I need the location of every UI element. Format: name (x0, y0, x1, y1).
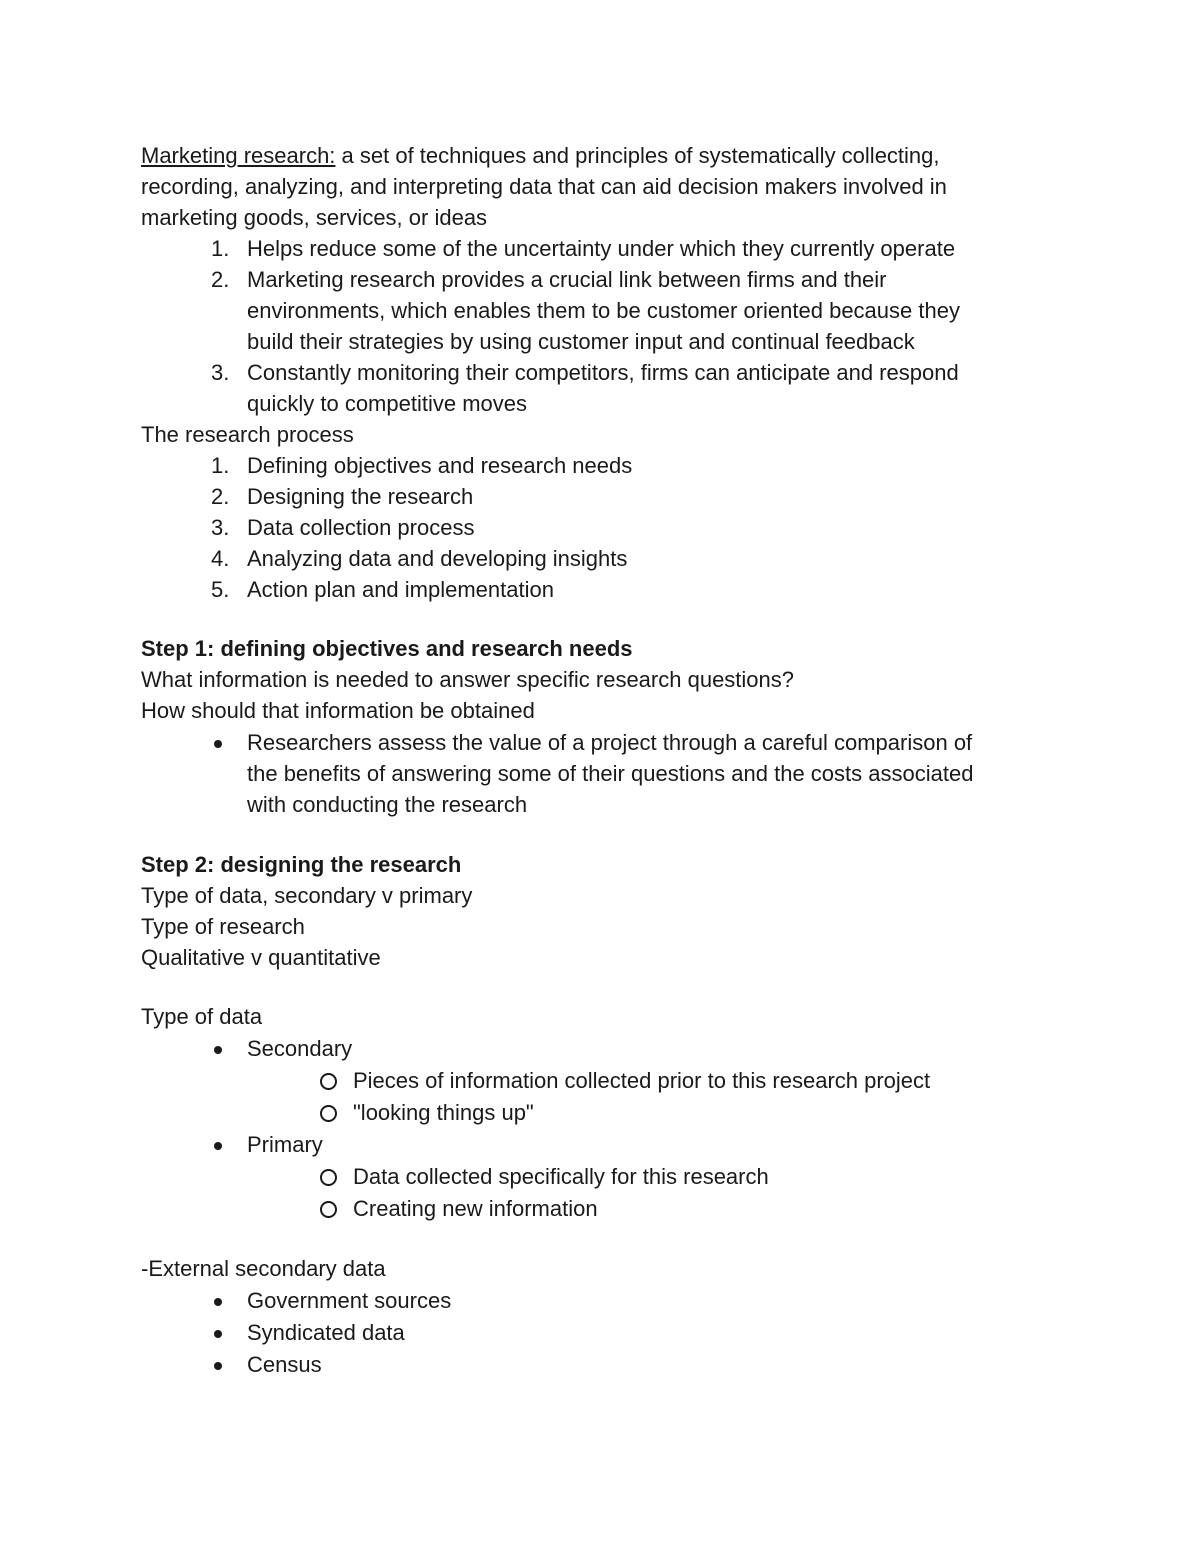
type-of-data-list (141, 1033, 1041, 1224)
hollow-bullet-icon (320, 1169, 337, 1186)
spacer (141, 605, 1041, 633)
sub-list-item-text: Pieces of information collected prior to this research project (353, 1068, 931, 1093)
bullet-icon (214, 1330, 222, 1338)
list-item-text: Analyzing data and developing insights (247, 546, 628, 571)
sub-list-item (141, 1161, 1041, 1192)
list-item (141, 450, 1041, 481)
spacer (141, 821, 1041, 849)
bullet-icon (214, 1142, 222, 1150)
list-item (141, 1285, 1041, 1316)
spacer (141, 973, 1041, 1001)
list-item-text: environments, which enables them to be customer oriented because they (247, 298, 960, 323)
bullet-icon (214, 1298, 222, 1306)
list-item (141, 543, 1041, 574)
list-item (141, 357, 1041, 419)
spacer (141, 1225, 1041, 1253)
list-number: 2. (211, 267, 230, 292)
bullet-icon (214, 1362, 222, 1370)
definition-line-1 (141, 140, 1041, 171)
research-process-title: The research process (141, 422, 354, 447)
external-secondary-title: -External secondary data (141, 1256, 386, 1281)
list-item (141, 1033, 1041, 1064)
sub-list-item-text: Data collected specifically for this research (353, 1164, 769, 1189)
definition-points-list (141, 233, 1041, 419)
type-of-data-title: Type of data (141, 1004, 263, 1029)
hollow-bullet-icon (320, 1201, 337, 1218)
step2-line-2: Type of research (141, 914, 305, 939)
bullet-icon (214, 740, 222, 748)
list-number: 2. (211, 484, 230, 509)
list-item-text: Helps reduce some of the uncertainty under which they currently operate (247, 236, 956, 261)
list-item-text: with conducting the research (247, 792, 528, 817)
list-item-text: Government sources (247, 1288, 452, 1313)
definition-text: a set of techniques and principles of systematically collecting, (335, 143, 940, 168)
list-item (141, 1129, 1041, 1160)
list-item-text: quickly to competitive moves (247, 391, 527, 416)
list-number: 1. (211, 453, 230, 478)
step2-line-3: Qualitative v quantitative (141, 945, 381, 970)
list-item-text: Marketing research provides a crucial link between firms and their (247, 267, 887, 292)
step2-line-1: Type of data, secondary v primary (141, 883, 473, 908)
list-item-text: Designing the research (247, 484, 474, 509)
list-item (141, 574, 1041, 605)
list-number: 3. (211, 515, 230, 540)
list-item-text: Constantly monitoring their competitors, firms can anticipate and respond (247, 360, 959, 385)
step2-heading: Step 2: designing the research (141, 852, 462, 877)
list-item (141, 481, 1041, 512)
list-item-text: Census (247, 1352, 322, 1377)
list-item (141, 1349, 1041, 1380)
step1-question-2: How should that information be obtained (141, 698, 535, 723)
definition-line-2: recording, analyzing, and interpreting data that can aid decision makers involved in (141, 174, 947, 199)
list-item-text: Syndicated data (247, 1320, 405, 1345)
list-item-text: Data collection process (247, 515, 475, 540)
sub-list-item (141, 1097, 1041, 1128)
research-process-list (141, 450, 1041, 605)
sub-list-item (141, 1065, 1041, 1096)
definition-line-3: marketing goods, services, or ideas (141, 205, 488, 230)
definition-block (141, 140, 1041, 233)
list-item-text: Primary (247, 1132, 323, 1157)
hollow-bullet-icon (320, 1105, 337, 1122)
list-item-text: build their strategies by using customer input and continual feedback (247, 329, 915, 354)
list-number: 4. (211, 546, 230, 571)
list-item (141, 512, 1041, 543)
bullet-icon (214, 1046, 222, 1054)
step1-question-1: What information is needed to answer specific research questions? (141, 667, 795, 692)
list-item-text: Researchers assess the value of a project through a careful comparison of (247, 730, 973, 755)
hollow-bullet-icon (320, 1073, 337, 1090)
definition-term: Marketing research: (141, 143, 336, 168)
sub-list-item-text: Creating new information (353, 1196, 598, 1221)
sub-list-item (141, 1193, 1041, 1224)
list-item (141, 264, 1041, 357)
list-number: 3. (211, 360, 230, 385)
list-item (141, 1317, 1041, 1348)
step1-bullet-list (141, 727, 1041, 820)
list-item-text: Action plan and implementation (247, 577, 554, 602)
document-page (141, 140, 1041, 1381)
list-number: 1. (211, 236, 230, 261)
external-secondary-list (141, 1285, 1041, 1380)
list-item-text: Defining objectives and research needs (247, 453, 633, 478)
list-item (141, 233, 1041, 264)
list-number: 5. (211, 577, 230, 602)
sub-list-item-text: "looking things up" (353, 1100, 534, 1125)
list-item-text: Secondary (247, 1036, 353, 1061)
list-item (141, 727, 1041, 820)
step1-heading: Step 1: defining objectives and research needs (141, 636, 633, 661)
list-item-text: the benefits of answering some of their questions and the costs associated (247, 761, 974, 786)
